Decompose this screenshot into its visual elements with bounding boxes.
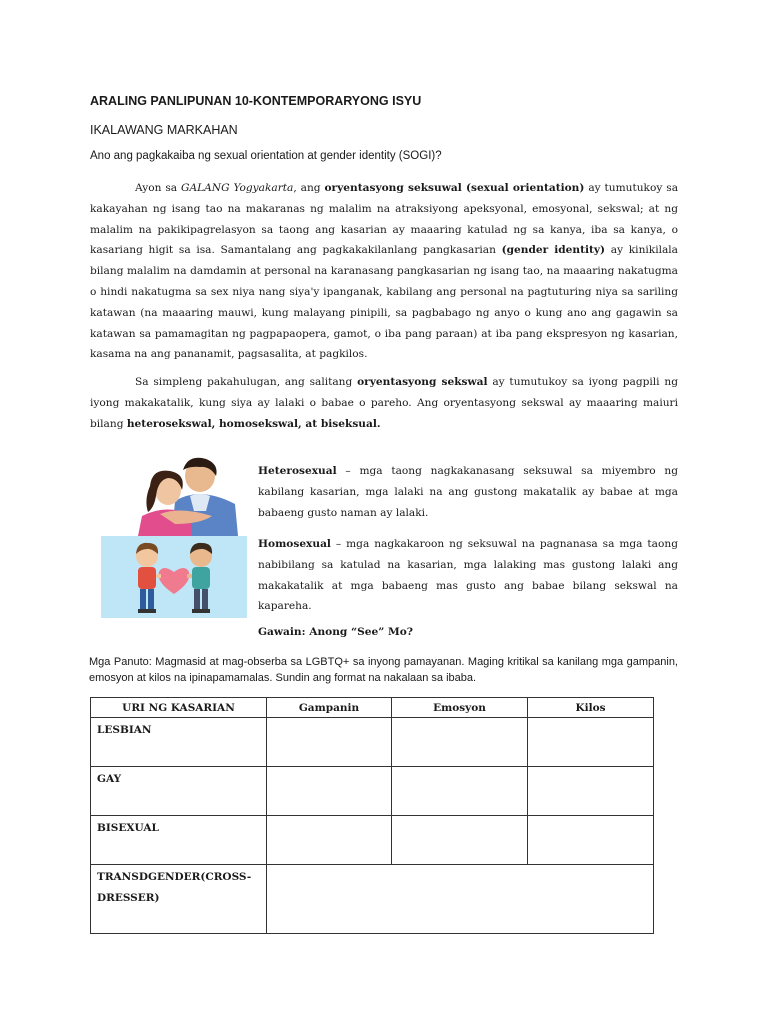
table-row xyxy=(91,816,654,865)
couple-photo xyxy=(120,456,244,536)
cell-transgender-merged[interactable] xyxy=(267,865,654,934)
row-label-lesbian: LESBIAN xyxy=(91,718,267,767)
header-uri-ng-kasarian: URI NG KASARIAN xyxy=(91,698,267,718)
header-emosyon: Emosyon xyxy=(392,698,528,718)
guide-question: Ano ang pagkakaiba ng sexual orientation at gender identity (SOGI)? xyxy=(90,150,442,162)
observation-table xyxy=(90,697,654,934)
document-title: ARALING PANLIPUNAN 10-KONTEMPORARYONG ISYU xyxy=(90,94,422,108)
cell-bisexual-gampanin[interactable] xyxy=(267,816,392,865)
cell-lesbian-gampanin[interactable] xyxy=(267,718,392,767)
paragraph-simple-meaning: Sa simpleng pakahulugan, ang salitang oryentasyong sekswal ay tumutukoy sa iyong pagpili ng iyong makakatalik, kung siya ay lalaki o babae o pareho. Ang oryentasyong sekswal ay maaaring maiuri bilang heterosekswal, homosekswal, at biseksual. xyxy=(90,376,678,430)
boys-heart-illustration xyxy=(101,536,247,618)
row-label-gay: GAY xyxy=(91,767,267,816)
header-kilos: Kilos xyxy=(528,698,654,718)
quarter-heading: IKALAWANG MARKAHAN xyxy=(90,123,238,137)
activity-instructions: Mga Panuto: Magmasid at mag-obserba sa LGBTQ+ sa inyong pamayanan. Maging kritikal sa kanilang mga gampanin, emosyon at kilos na ipinapamamalas. Sundin ang format na nakalaan sa ibaba. xyxy=(89,656,678,684)
row-label-transgender: TRANSDGENDER(CROSS-DRESSER) xyxy=(91,865,267,934)
header-gampanin: Gampanin xyxy=(267,698,392,718)
homosexual-definition: Homosexual – mga nagkakaroon ng seksuwal na pagnanasa sa mga taong nabibilang sa katulad na kasarian, mga lalaking mas gustong lalaki ang makakatalik at mga babaeng mas gusto ang babae bilang sekswal na kapareha. xyxy=(258,538,678,613)
cell-gay-kilos[interactable] xyxy=(528,767,654,816)
paragraph-definitions: Ayon sa GALANG Yogyakarta, ang oryentasyong seksuwal (sexual orientation) ay tumutukoy sa kakayahan ng isang tao na makaranas ng malalim na atraksiyong apeksyonal, emosyonal, sekswal; at ng malalim na pakikipagrelasyon sa taong ang kasarian ay maaaring katulad ng sa kanya, iba sa kanya, o kasariang higit sa isa. Samantalang ang pagkakakilanlang pangkasarian (gender identity) ay kinikilala bilang malalim na damdamin at personal na karanasang pangkasarian ng isang tao, na maaaring nakatugma o hindi nakatugma sa sex niya nang siya'y ipanganak, kabilang ang personal na pagtuturing niya sa sariling katawan (na maaaring mauwi, kung malayang pinipili, sa pagbabago ng anyo o kung ano ang gagawin sa katawan sa pamamagitan ng pagpapaopera, gamot, o iba pang paraan) at iba pang ekspresyon ng kasarian, kasama na ang pananamit, pagsasalita, at pagkilos. xyxy=(90,182,679,361)
cell-bisexual-kilos[interactable] xyxy=(528,816,654,865)
table-header-row xyxy=(91,698,654,718)
cell-lesbian-kilos[interactable] xyxy=(528,718,654,767)
heterosexual-definition: Heterosexual – mga taong nagkakanasang seksuwal sa miyembro ng kabilang kasarian, mga lalaki na ang gustong makatalik ay babae at mga babaeng gusto naman ay lalaki. xyxy=(258,465,678,519)
row-label-bisexual: BISEXUAL xyxy=(91,816,267,865)
cell-gay-gampanin[interactable] xyxy=(267,767,392,816)
cell-lesbian-emosyon[interactable] xyxy=(392,718,528,767)
table-row xyxy=(91,718,654,767)
table-row xyxy=(91,767,654,816)
cell-gay-emosyon[interactable] xyxy=(392,767,528,816)
cell-bisexual-emosyon[interactable] xyxy=(392,816,528,865)
activity-title: Gawain: Anong “See” Mo? xyxy=(258,626,414,638)
table-row xyxy=(91,865,654,934)
